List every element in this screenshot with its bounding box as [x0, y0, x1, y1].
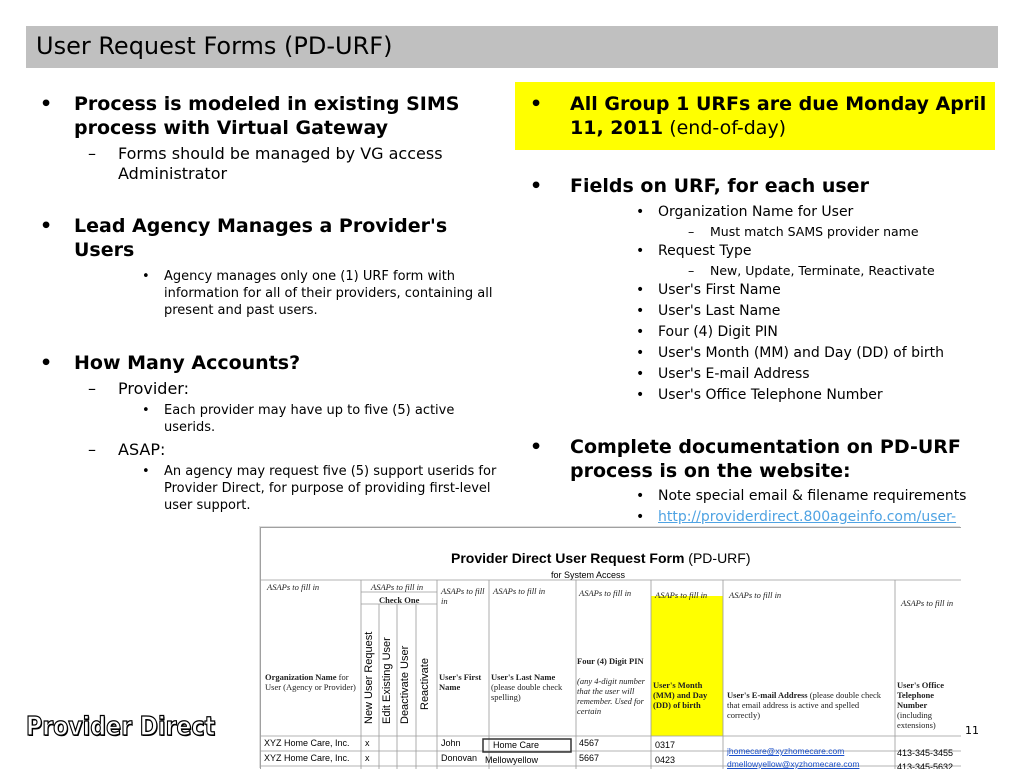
form-title-normal: (PD-URF) — [684, 550, 751, 566]
left-column — [38, 92, 508, 514]
row1-first: John — [441, 738, 461, 748]
row2-dob: 0423 — [655, 755, 676, 765]
col-first-header: User's First Name — [439, 672, 482, 692]
field-item: • User's Last Name — [528, 302, 988, 321]
row1-pin: 4567 — [579, 738, 600, 748]
asap-note: ASAPs to fill in — [655, 590, 708, 600]
check-one-label: Check One — [379, 595, 420, 605]
sub-asap-label: – ASAP: — [38, 440, 508, 460]
row2-pin: 5667 — [579, 753, 600, 763]
col-email-bold: User's E-mail Address — [727, 690, 808, 700]
row2-first: Donovan — [441, 753, 478, 763]
col-phone-bold: User's Office Telephone Number — [897, 680, 944, 710]
check-reactivate: Reactivate — [419, 658, 431, 710]
row2-last: Mellowyellow — [485, 755, 539, 765]
bullet-lead-agency: • Lead Agency Manages a Provider's Users — [38, 214, 508, 262]
sub-asap-detail: • An agency may request five (5) support userids for Provider Direct, for purpose of providing first-level user support. — [38, 463, 508, 514]
field-subitem: – Must match SAMS provider name — [528, 223, 988, 240]
page-number: 11 — [965, 724, 979, 737]
right-column — [528, 92, 988, 546]
col-org-header — [265, 672, 357, 692]
asap-note: ASAPs to fill in — [267, 582, 320, 592]
asap-note: ASAPs to fill in — [441, 586, 485, 606]
docs-note: • Note special email & filename requirements — [528, 487, 988, 506]
col-phone-header — [897, 680, 959, 730]
row1-check: x — [365, 738, 370, 748]
urf-form-image — [260, 527, 961, 769]
bullet-process-modeled: • Process is modeled in existing SIMS process with Virtual Gateway — [38, 92, 508, 140]
col-phone-rest: (including extensions) — [897, 710, 936, 730]
row1-email: jhomecare@xyzhomecare.com — [727, 746, 845, 756]
form-title — [451, 550, 751, 566]
provider-direct-logo: Provider Direct — [26, 712, 216, 742]
col-pin-note: (any 4-digit number that the user will remember. Used for certain — [577, 676, 645, 716]
bullet-how-many-accounts: • How Many Accounts? — [38, 351, 508, 375]
field-item: • Organization Name for User — [528, 203, 988, 222]
col-last-header — [491, 672, 575, 702]
row2-check: x — [365, 753, 370, 763]
check-edit-user: Edit Existing User — [381, 637, 393, 724]
col-pin-header: Four (4) Digit PIN — [577, 656, 644, 666]
row2-phone: 413-345-5632 — [897, 762, 954, 769]
row1-last: Home Care — [493, 740, 540, 750]
check-new-user: New User Request — [363, 631, 375, 724]
bullet-documentation: • Complete documentation on PD-URF process is on the website: — [528, 435, 988, 483]
sub-provider-label: – Provider: — [38, 379, 508, 399]
field-item: • Four (4) Digit PIN — [528, 323, 988, 342]
sub-provider-detail: • Each provider may have up to five (5) active userids. — [38, 402, 508, 436]
sub-vg-admin: – Forms should be managed by VG access Administrator — [38, 144, 508, 184]
col-org-bold: Organization Name — [265, 672, 337, 682]
dob-column-highlight — [651, 596, 723, 736]
slide-title: User Request Forms (PD-URF) — [36, 32, 393, 60]
row2-email: dmellowyellow@xyzhomecare.com — [727, 759, 860, 769]
check-deactivate-user: Deactivate User — [399, 645, 411, 724]
field-item: • User's Office Telephone Number — [528, 386, 988, 405]
col-last-rest: (please double check spelling) — [491, 682, 563, 702]
field-item: • User's First Name — [528, 281, 988, 300]
field-item: • User's E-mail Address — [528, 365, 988, 384]
form-title-bold: Provider Direct User Request Form — [451, 550, 685, 566]
title-bar — [26, 26, 998, 68]
form-subtitle: for System Access — [551, 570, 626, 580]
bullet-due-date — [528, 92, 988, 140]
bullet-fields: • Fields on URF, for each user — [528, 174, 988, 198]
col-email-header — [727, 690, 893, 720]
asap-note: ASAPs to fill in — [493, 586, 546, 596]
row1-phone: 413-345-3455 — [897, 748, 954, 758]
field-item: • User's Month (MM) and Day (DD) of birth — [528, 344, 988, 363]
docs-link[interactable]: http://providerdirect.800ageinfo.com/user- — [658, 509, 957, 525]
col-dob-header: User's Month (MM) and Day (DD) of birth — [653, 680, 708, 710]
col-email-rest: (please double check that email address is active and spelled correctly) — [727, 690, 882, 720]
field-item: • Request Type — [528, 242, 988, 261]
sub-agency-manages: • Agency manages only one (1) URF form with information for all of their providers, containing all present and past users. — [38, 268, 508, 319]
row1-dob: 0317 — [655, 740, 676, 750]
col-last-bold: User's Last Name — [491, 672, 556, 682]
asap-note: ASAPs to fill in — [579, 588, 632, 598]
asap-note: ASAPs to fill in — [901, 598, 954, 608]
col-org-rest: for User (Agency or Provider) — [265, 672, 356, 692]
due-date-bold: All Group 1 URFs are due Monday April 11, 2011 — [570, 93, 987, 139]
row2-org: XYZ Home Care, Inc. — [264, 753, 350, 763]
asap-note: ASAPs to fill in — [729, 590, 782, 600]
due-date-normal: (end-of-day) — [663, 117, 787, 139]
row1-org: XYZ Home Care, Inc. — [264, 738, 350, 748]
form-grid — [261, 576, 961, 769]
asap-note: ASAPs to fill in — [371, 582, 424, 592]
field-subitem: – New, Update, Terminate, Reactivate — [528, 262, 988, 279]
